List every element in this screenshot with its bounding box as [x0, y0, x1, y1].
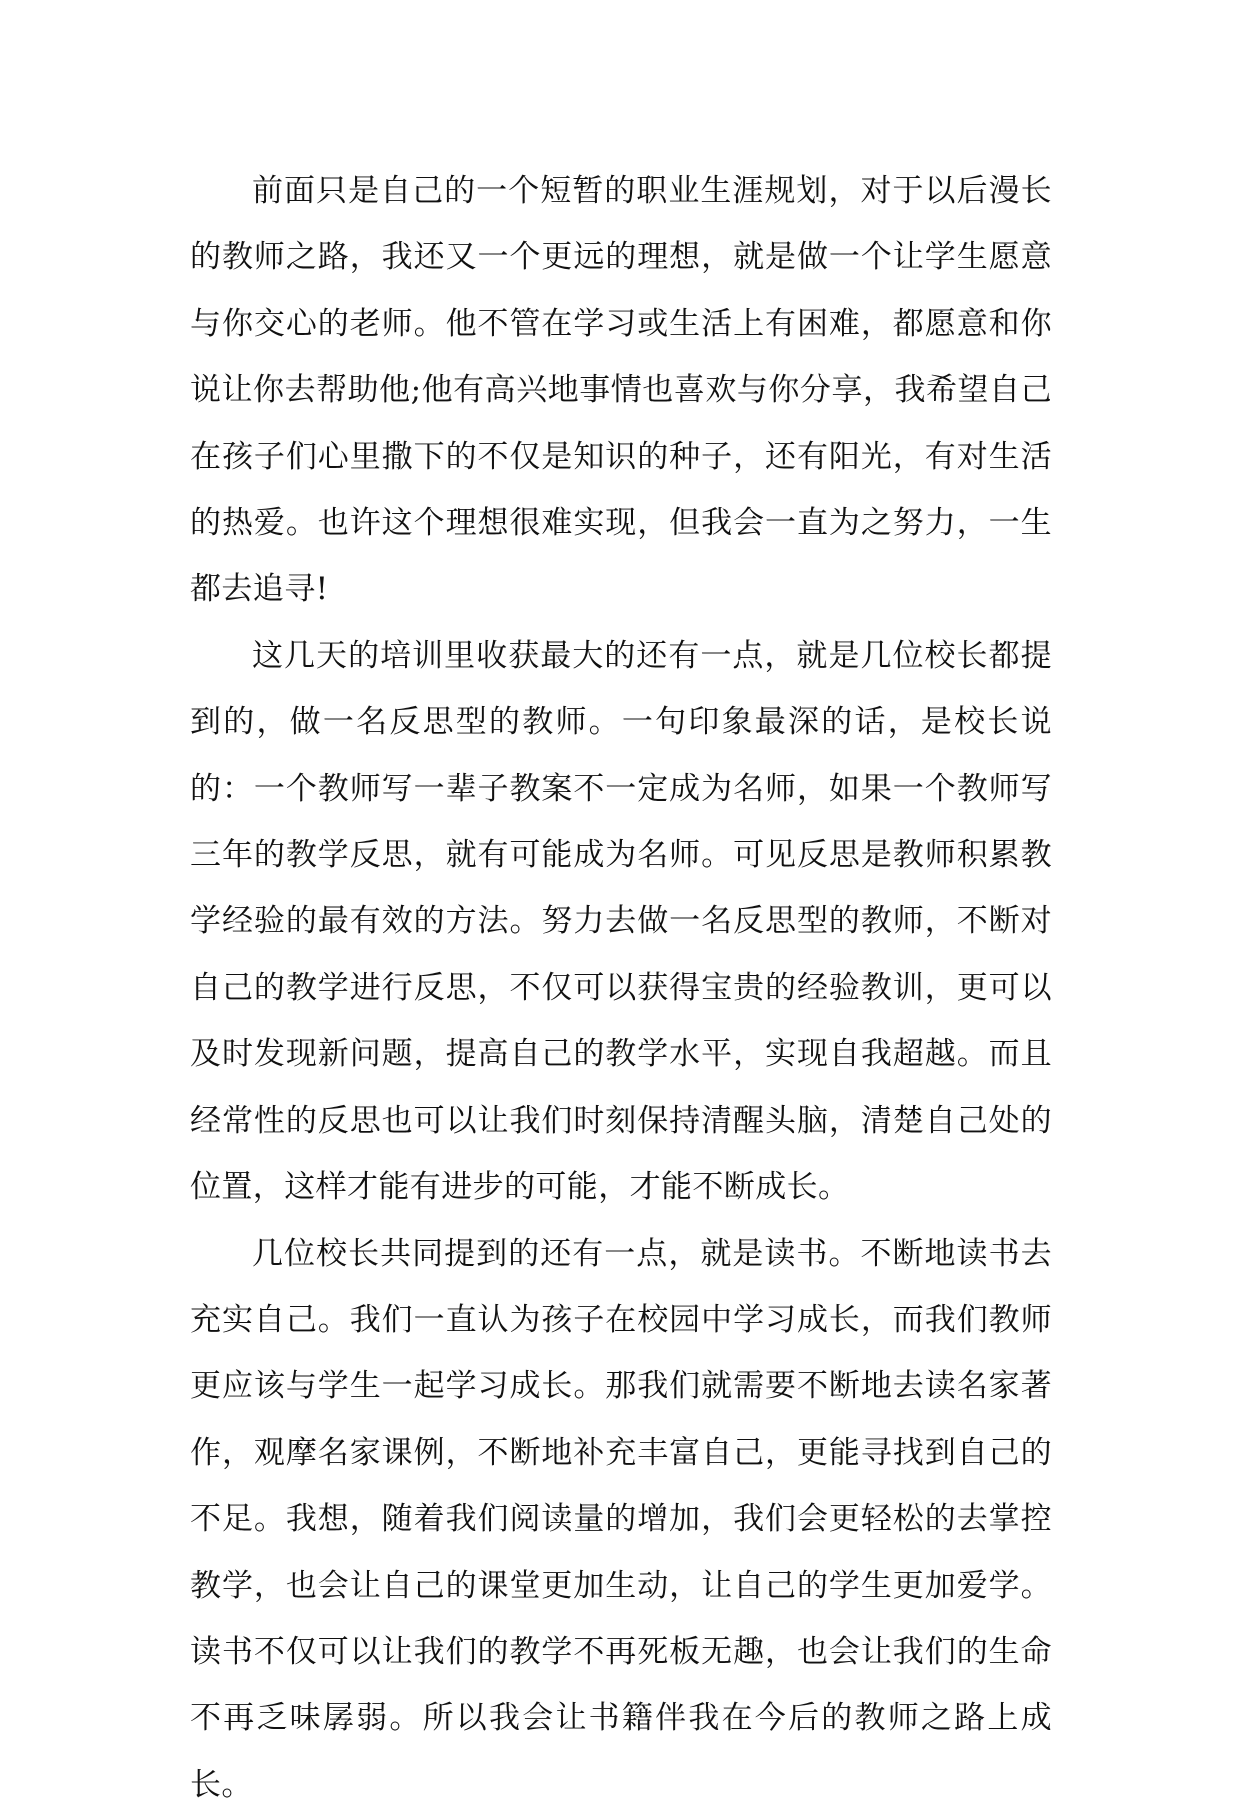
paragraph-career-ideal: 前面只是自己的一个短暂的职业生涯规划，对于以后漫长的教师之路，我还又一个更远的理想，就是做一个让学生愿意与你交心的老师。他不管在学习或生活上有困难，都愿意和你说让你去帮助他;他有高兴地事情也喜欢与你分享，我希望自己在孩子们心里撒下的不仅是知识的种子，还有阳光，有对生活的热爱。也许这个理想很难实现，但我会一直为之努力，一生都去追寻! [190, 158, 1052, 623]
paragraph-reflective-teacher: 这几天的培训里收获最大的还有一点，就是几位校长都提到的，做一名反思型的教师。一句印象最深的话，是校长说的：一个教师写一辈子教案不一定成为名师，如果一个教师写三年的教学反思，就有可能成为名师。可见反思是教师积累教学经验的最有效的方法。努力去做一名反思型的教师，不断对自己的教学进行反思，不仅可以获得宝贵的经验教训，更可以及时发现新问题，提高自己的教学水平，实现自我超越。而且经常性的反思也可以让我们时刻保持清醒头脑，清楚自己处的位置，这样才能有进步的可能，才能不断成长。 [190, 623, 1052, 1221]
document-body [190, 158, 1052, 1818]
paragraph-reading: 几位校长共同提到的还有一点，就是读书。不断地读书去充实自己。我们一直认为孩子在校园中学习成长，而我们教师更应该与学生一起学习成长。那我们就需要不断地去读名家著作，观摩名家课例，不断地补充丰富自己，更能寻找到自己的不足。我想，随着我们阅读量的增加，我们会更轻松的去掌控教学，也会让自己的课堂更加生动，让自己的学生更加爱学。读书不仅可以让我们的教学不再死板无趣，也会让我们的生命不再乏味孱弱。所以我会让书籍伴我在今后的教师之路上成长。 [190, 1221, 1052, 1818]
